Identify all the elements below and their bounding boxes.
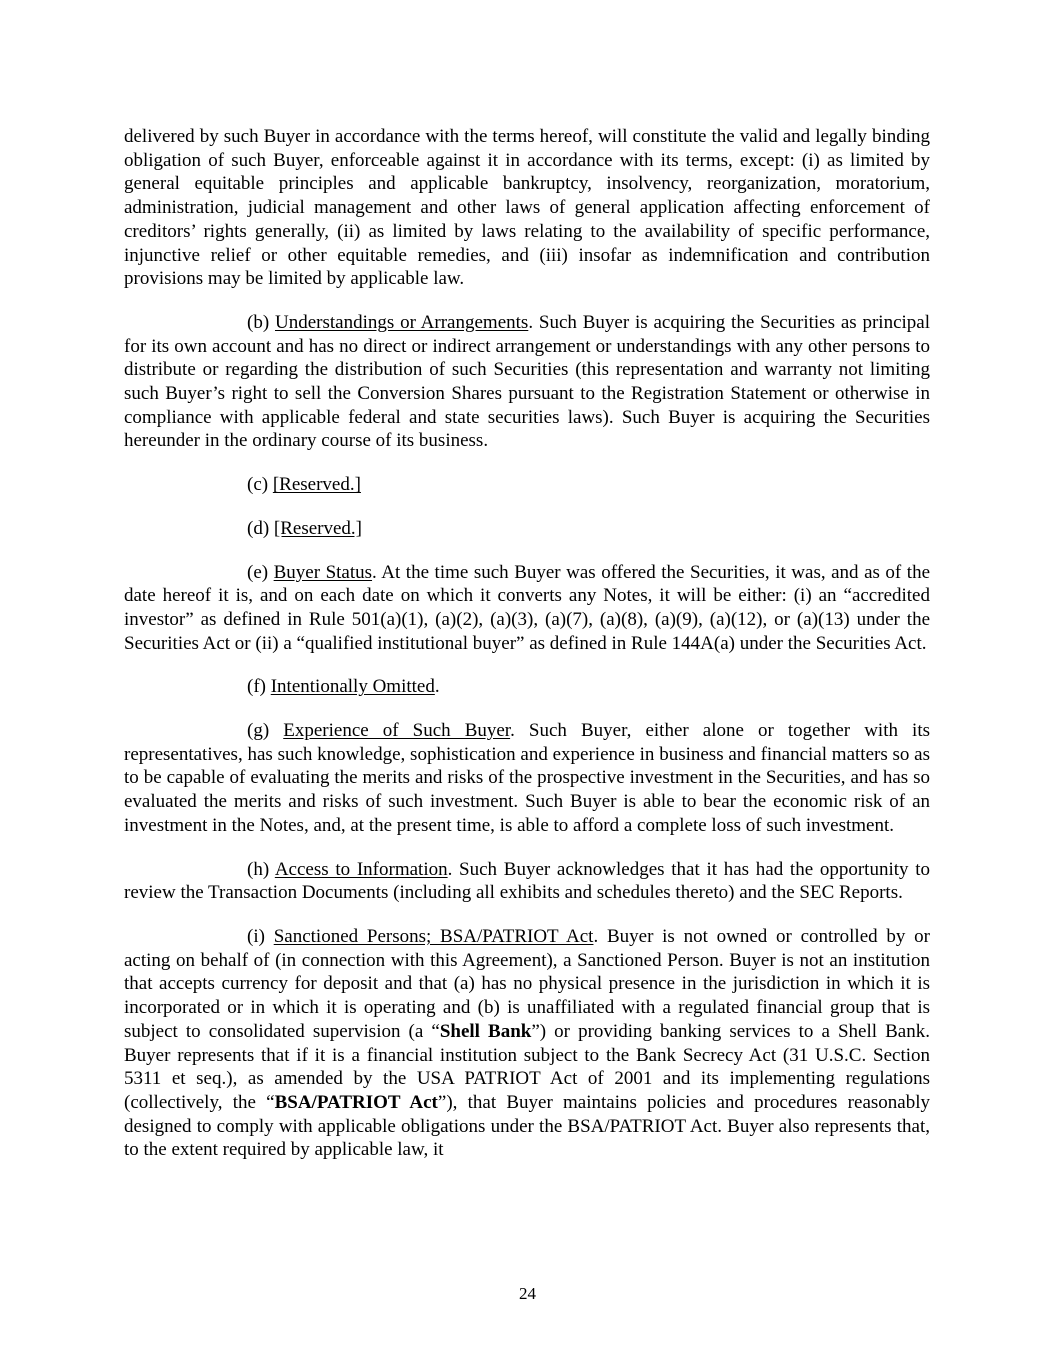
paragraph-h-text: . Such Buyer acknowledges that it has had the opportunity to review the Transaction Documents (including all exhibits and schedules thereto) and the SEC Reports. xyxy=(124,858,930,904)
paragraph-i xyxy=(124,925,930,1162)
paragraph-e-heading: Buyer Status xyxy=(273,561,373,583)
paragraph-h xyxy=(124,858,930,905)
page-number: 24 xyxy=(519,1284,536,1303)
paragraph-e-marker: (e) xyxy=(247,561,274,583)
paragraph-e xyxy=(124,561,930,656)
paragraph-e-text: . At the time such Buyer was offered the Securities, it was, and as of the date hereof it is, and on each date on which it converts any Notes, it will be either: (i) an “accredited investor” as defined in Rule 501(a)(1), (a)(2), (a)(3), (a)(7), (a)(8), (a)(9), (a)(12), or (a)(13) under the Securities Act or (ii) a “qualified institutional buyer” as defined in Rule 144A(a) under the Securities Act. xyxy=(124,561,930,654)
paragraph-b-heading: Understandings or Arrangements xyxy=(274,311,529,333)
paragraph-h-marker: (h) xyxy=(247,858,275,880)
paragraph-h-heading: Access to Information xyxy=(274,858,448,880)
paragraph-d xyxy=(124,517,930,541)
defined-term-bsa-patriot-act: BSA/PATRIOT Act xyxy=(274,1091,438,1113)
paragraph-d-marker: (d) xyxy=(247,517,274,539)
paragraph-i-text-3: ”), that Buyer maintains policies and procedures reasonably designed to comply with applicable obligations under the BSA/PATRIOT Act. Buyer also represents that, to the extent required by applicable law, it xyxy=(124,1091,930,1161)
paragraph-g xyxy=(124,719,930,838)
paragraph-g-marker: (g) xyxy=(247,720,284,742)
paragraph-g-heading: Experience of Such Buyer xyxy=(283,720,511,742)
paragraph-c-heading: [Reserved.] xyxy=(272,474,361,496)
paragraph-b-text: . Such Buyer is acquiring the Securities as principal for its own account and has no direct or indirect arrangement or understandings with any other persons to distribute or regarding the distribution of such Securities (this representation and warranty not limiting such Buyer’s right to sell the Conversion Shares pursuant to the Registration Statement or otherwise in compliance with applicable federal and state securities laws). Such Buyer is acquiring the Securities hereunder in the ordinary course of its business. xyxy=(124,311,931,452)
paragraph-i-heading: Sanctioned Persons; BSA/PATRIOT Act xyxy=(273,925,594,947)
paragraph-i-text-1: . Buyer is not owned or controlled by or acting on behalf of (in connection with this Agreement), a Sanctioned Person. Buyer is not an institution that accepts currency for deposit and that (a) has no physical presence in the jurisdiction in which it is incorporated or in which it is operating and (b) is unaffiliated with a regulated financial group that is subject to consolidated supervision (a “ xyxy=(124,925,930,1042)
paragraph-c xyxy=(124,473,930,497)
document-body xyxy=(124,125,930,1182)
paragraph-g-text: . Such Buyer, either alone or together with its representatives, has such knowledge, sophistication and experience in business and financial matters so as to be capable of evaluating the merits and risks of the prospective investment in the Securities, and has so evaluated the merits and risks of such investment. Such Buyer is able to bear the economic risk of an investment in the Notes, and, at the present time, is able to afford a complete loss of such investment. xyxy=(124,720,931,836)
paragraph-a-continuation: delivered by such Buyer in accordance with the terms hereof, will constitute the valid and legally binding obligation of such Buyer, enforceable against it in accordance with its terms, except: (i) as limited by general equitable principles and applicable bankruptcy, insolvency, reorganization, moratorium, administration, judicial management and other laws of general application affecting enforcement of creditors’ rights generally, (ii) as limited by laws relating to the availability of specific performance, injunctive relief or other equitable remedies, and (iii) insofar as indemnification and contribution provisions may be limited by applicable law. xyxy=(124,126,930,290)
defined-term-shell-bank: Shell Bank xyxy=(439,1020,532,1042)
paragraph-f-text: . xyxy=(434,676,440,698)
paragraph-i-text-2: ”) or providing banking services to a Shell Bank. Buyer represents that if it is a financial institution subject to the Bank Secrecy Act (31 U.S.C. Section 5311 et seq.), as amended by the USA PATRIOT Act of 2001 and its implementing regulations (collectively, the “ xyxy=(124,1020,930,1113)
paragraph-f-heading: Intentionally Omitted xyxy=(270,676,435,698)
paragraph-f xyxy=(124,675,930,699)
paragraph-d-heading: [Reserved.] xyxy=(273,517,363,539)
paragraph-c-marker: (c) xyxy=(247,474,273,496)
paragraph-b-marker: (b) xyxy=(247,311,275,333)
paragraph-b xyxy=(124,311,930,453)
paragraph-f-marker: (f) xyxy=(247,676,271,698)
paragraph-i-marker: (i) xyxy=(247,925,274,947)
